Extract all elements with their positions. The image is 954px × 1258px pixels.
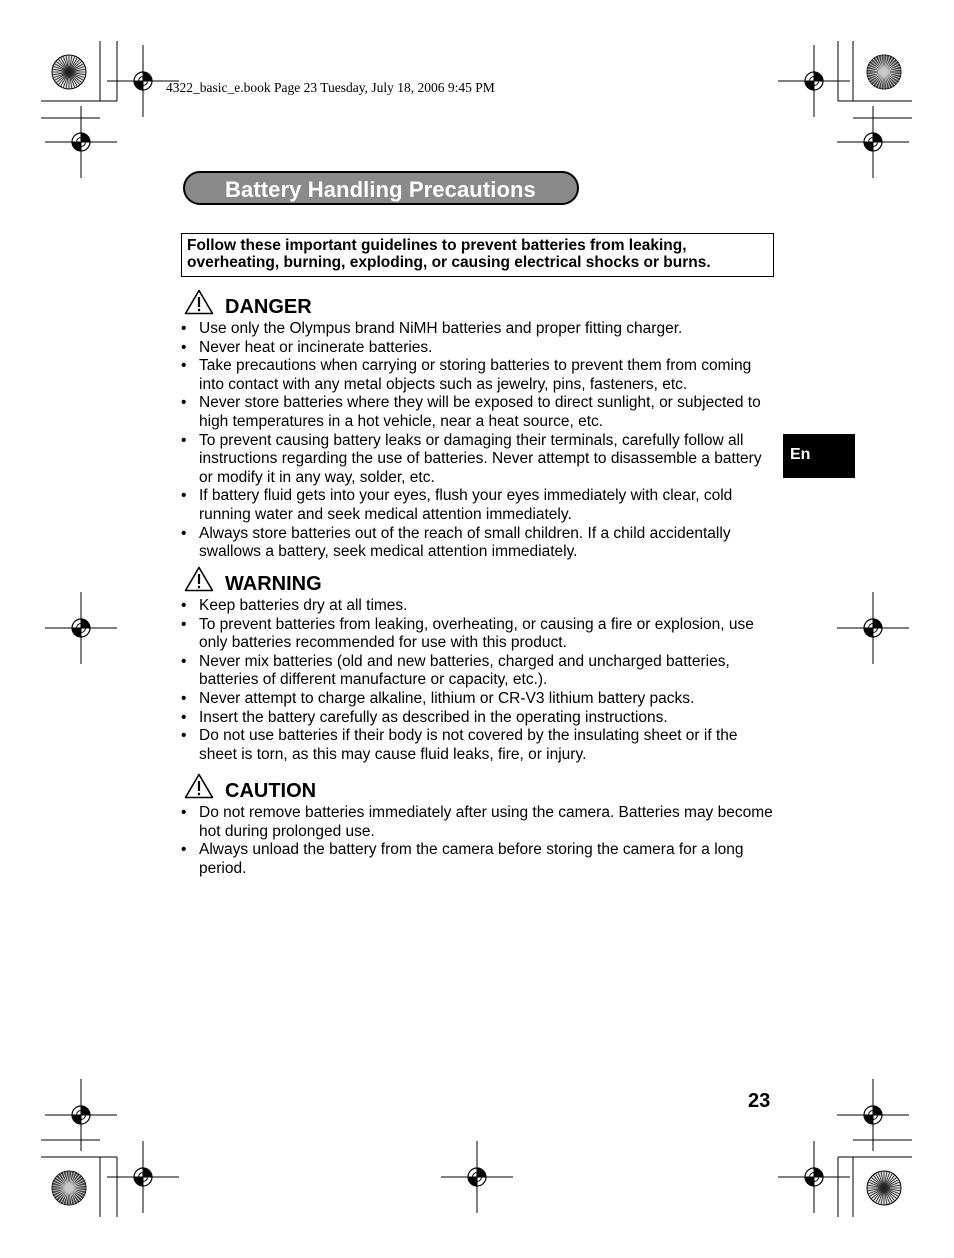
danger-list — [180, 320, 780, 562]
list-item — [180, 320, 775, 339]
danger-heading-row — [180, 289, 780, 320]
list-item-text: To prevent batteries from leaking, overheating, or causing a fire or explosion, use only batteries recommended for use with this product. — [199, 615, 754, 652]
warning-triangle-icon — [184, 773, 214, 799]
bullet-icon: • — [181, 320, 187, 337]
bullet-icon: • — [181, 615, 187, 633]
list-item-text: Insert the battery carefully as described in the operating instructions. — [199, 708, 668, 726]
list-item — [180, 597, 775, 616]
bullet-icon: • — [181, 487, 187, 505]
list-item-text: To prevent causing battery leaks or damaging their terminals, carefully follow all instructions regarding the use of batteries. Never attempt to disassemble a battery or modify it in any way, solder, etc. — [199, 431, 762, 486]
list-item — [180, 487, 775, 524]
section-title-banner — [183, 171, 579, 205]
bullet-icon: • — [181, 727, 187, 745]
bullet-icon: • — [181, 394, 187, 412]
list-item — [180, 727, 775, 764]
caution-heading: CAUTION — [225, 780, 317, 802]
list-item-text: Use only the Olympus brand NiMH batteries and proper fitting charger. — [199, 320, 683, 337]
list-item — [180, 339, 775, 358]
print-header: 4322_basic_e.book Page 23 Tuesday, July 18, 2006 9:45 PM — [166, 80, 495, 95]
list-item — [180, 357, 775, 394]
bullet-icon: • — [181, 338, 187, 356]
list-item — [180, 690, 775, 709]
list-item-text: Keep batteries dry at all times. — [199, 597, 408, 614]
language-tab: En — [783, 434, 855, 478]
warning-section — [180, 566, 780, 764]
list-item — [180, 616, 775, 653]
caution-heading-row — [180, 773, 780, 804]
caution-section — [180, 773, 780, 878]
bullet-icon: • — [181, 357, 187, 375]
list-item-text: Never attempt to charge alkaline, lithium or CR-V3 lithium battery packs. — [199, 689, 695, 707]
warning-triangle-icon — [184, 566, 214, 592]
page-number: 23 — [748, 1090, 771, 1112]
page-title: Battery Handling Precautions — [225, 177, 536, 202]
list-item-text: Always store batteries out of the reach of small children. If a child accidentally swallows a battery, seek medical attention immediately. — [199, 524, 731, 561]
bullet-icon: • — [181, 804, 187, 821]
list-item — [180, 394, 775, 431]
caution-list — [180, 804, 780, 878]
bullet-icon: • — [181, 689, 187, 707]
list-item-text: Never heat or incinerate batteries. — [199, 338, 433, 356]
list-item — [180, 804, 775, 841]
bullet-icon: • — [181, 431, 187, 449]
list-item-text: Never mix batteries (old and new batteries, charged and uncharged batteries, batteries of different manufacture or capacity, etc.). — [199, 652, 730, 689]
list-item-text: If battery fluid gets into your eyes, flush your eyes immediately with clear, cold running water and seek medical attention immediately. — [199, 487, 733, 523]
bullet-icon: • — [181, 708, 187, 726]
warning-triangle-icon — [184, 289, 214, 315]
list-item — [180, 653, 775, 690]
bullet-icon: • — [181, 524, 187, 542]
list-item — [180, 841, 775, 878]
list-item — [180, 525, 775, 562]
list-item-text: Never store batteries where they will be exposed to direct sunlight, or subjected to high temperatures in a hot vehicle, near a heat source, etc. — [199, 394, 761, 430]
warning-list — [180, 597, 780, 764]
list-item-text: Take precautions when carrying or storing batteries to prevent them from coming into contact with any metal objects such as jewelry, pins, fasteners, etc. — [199, 357, 752, 393]
list-item-text: Do not remove batteries immediately after using the camera. Batteries may become hot during prolonged use. — [199, 804, 773, 840]
danger-section — [180, 289, 780, 562]
warning-heading-row — [180, 566, 780, 597]
list-item-text: Always unload the battery from the camera before storing the camera for a long period. — [199, 841, 744, 877]
list-item — [180, 709, 775, 728]
intro-callout: Follow these important guidelines to prevent batteries from leaking, overheating, burning, exploding, or causing electrical shocks or burns. — [181, 233, 774, 277]
bullet-icon: • — [181, 841, 187, 859]
danger-heading: DANGER — [225, 296, 312, 318]
list-item-text: Do not use batteries if their body is not covered by the insulating sheet or if the sheet is torn, as this may cause fluid leaks, fire, or injury. — [199, 727, 738, 763]
bullet-icon: • — [181, 597, 187, 614]
list-item — [180, 432, 775, 488]
warning-heading: WARNING — [225, 573, 322, 595]
bullet-icon: • — [181, 652, 187, 670]
